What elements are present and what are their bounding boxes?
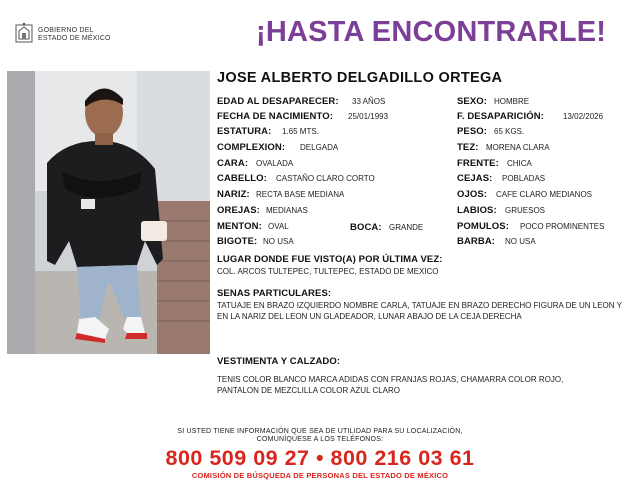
commission-name: COMISIÓN DE BÚSQUEDA DE PERSONAS DEL ESTADO DE MÉXICO xyxy=(191,471,449,480)
page-headline: ¡HASTA ENCONTRARLE! xyxy=(256,16,607,48)
phone-number-2[interactable]: 800 216 03 61 xyxy=(330,446,475,470)
logo-text-line2: ESTADO DE MÉXICO xyxy=(38,35,111,42)
person-photo-illustration xyxy=(7,71,210,354)
forehead-label: FRENTE: xyxy=(457,158,499,169)
beard-value: NO USA xyxy=(505,237,536,246)
person-photo xyxy=(7,71,210,354)
birthdate-value: 25/01/1993 xyxy=(348,112,389,121)
eyebrows-value: POBLADAS xyxy=(502,174,546,183)
mustache-value: NO USA xyxy=(263,237,294,246)
build-label: COMPLEXION: xyxy=(217,142,286,153)
logo-text-line1: GOBIERNO DEL xyxy=(38,27,94,34)
mouth-label: BOCA: xyxy=(350,222,382,233)
age-label: EDAD AL DESAPARECER: xyxy=(217,96,339,107)
weight-label: PESO: xyxy=(457,126,488,137)
disappearance-date-label: F. DESAPARICIÓN: xyxy=(457,111,544,122)
beard-label: BARBA: xyxy=(457,236,496,247)
mouth-value: GRANDE xyxy=(389,223,424,232)
phone-separator: • xyxy=(315,446,325,470)
face-label: CARA: xyxy=(217,158,249,169)
particular-marks-value: TATUAJE EN BRAZO IZQUIERDO NOMBRE CARLA, TATUAJE EN BRAZO DERECHO FIGURA DE UN LEON Y EN LA NARIZ DEL LEON UN GLADEADOR, LUNAR ABAJO DE LA CEJA DERECHA xyxy=(217,301,622,321)
weight-value: 65 KGS. xyxy=(494,127,525,136)
chin-label: MENTON: xyxy=(217,221,262,232)
ears-value: MEDIANAS xyxy=(266,206,308,215)
age-value: 33 AÑOS xyxy=(352,97,386,106)
contact-note xyxy=(0,428,640,444)
last-seen-value: COL. ARCOS TULTEPEC, TULTEPEC, ESTADO DE MEXICO xyxy=(217,267,439,276)
mustache-label: BIGOTE: xyxy=(217,236,258,247)
person-name: JOSE ALBERTO DELGADILLO ORTEGA xyxy=(217,70,503,86)
birthdate-label: FECHA DE NACIMIENTO: xyxy=(217,111,333,122)
hair-value: CASTAÑO CLARO CORTO xyxy=(276,174,375,183)
complexion-value: MORENA CLARA xyxy=(486,143,550,152)
chin-value: OVAL xyxy=(268,222,289,231)
cheekbones-value: POCO PROMINENTES xyxy=(520,222,605,231)
forehead-value: CHICA xyxy=(507,159,532,168)
last-seen-label: LUGAR DONDE FUE VISTO(A) POR ÚLTIMA VEZ: xyxy=(217,254,443,265)
eyebrows-label: CEJAS: xyxy=(457,173,493,184)
hair-label: CABELLO: xyxy=(217,173,267,184)
clothing-value: TENIS COLOR BLANCO MARCA ADIDAS CON FRANJAS ROJAS, CHAMARRA COLOR ROJO, PANTALON DE MEZCLILLA COLOR AZUL CLARO xyxy=(217,375,564,395)
complexion-label: TEZ: xyxy=(457,142,479,153)
phone-number-1[interactable]: 800 509 09 27 xyxy=(165,446,310,470)
particular-marks-label: SENAS PARTICULARES: xyxy=(217,288,332,299)
ears-label: OREJAS: xyxy=(217,205,260,216)
sex-label: SEXO: xyxy=(457,96,488,107)
phone-numbers xyxy=(0,446,640,471)
face-value: OVALADA xyxy=(256,159,294,168)
clothing-label: VESTIMENTA Y CALZADO: xyxy=(217,356,341,367)
state-emblem-icon xyxy=(14,22,34,44)
contact-note-line2: COMUNÍQUESE A LOS TELÉFONOS: xyxy=(256,436,384,443)
lips-label: LABIOS: xyxy=(457,205,497,216)
build-value: DELGADA xyxy=(300,143,339,152)
height-label: ESTATURA: xyxy=(217,126,272,137)
nose-value: RECTA BASE MEDIANA xyxy=(256,190,345,199)
contact-note-line1: SI USTED TIENE INFORMACIÓN QUE SEA DE UTILIDAD PARA SU LOCALIZACIÓN, xyxy=(177,428,463,435)
government-logo xyxy=(14,22,114,48)
nose-label: NARIZ: xyxy=(217,189,250,200)
cheekbones-label: POMULOS: xyxy=(457,221,509,232)
eyes-label: OJOS: xyxy=(457,189,488,200)
sex-value: HOMBRE xyxy=(494,97,530,106)
eyes-value: CAFE CLARO MEDIANOS xyxy=(496,190,593,199)
lips-value: GRUESOS xyxy=(505,206,546,215)
height-value: 1.65 MTS. xyxy=(282,127,319,136)
disappearance-date-value: 13/02/2026 xyxy=(563,112,604,121)
